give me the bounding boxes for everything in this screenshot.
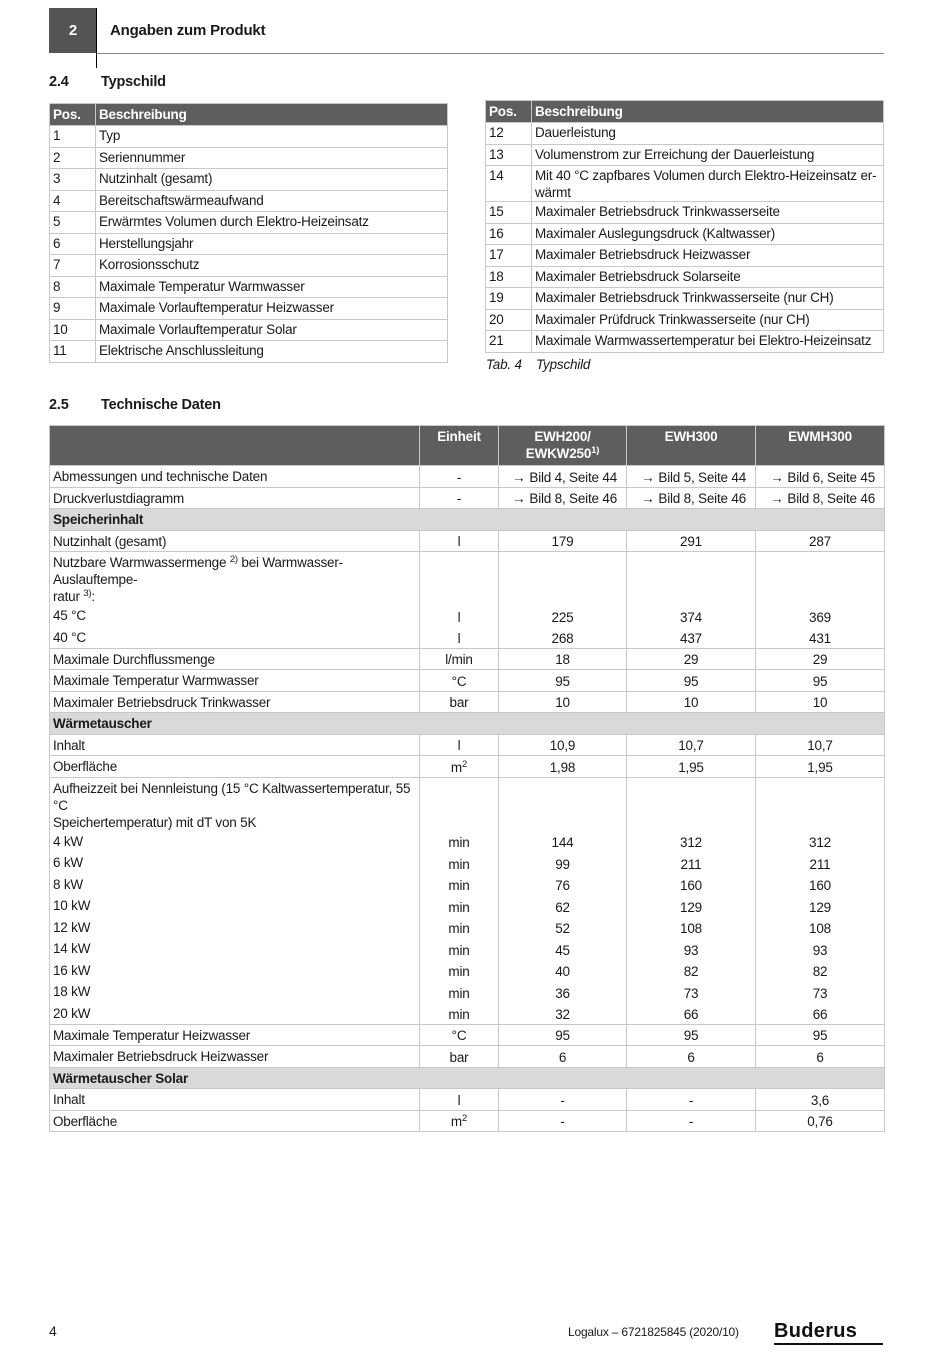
row-label: Nutzinhalt (gesamt): [50, 530, 420, 552]
table-row: [486, 288, 884, 310]
value-model-2: 160: [627, 874, 756, 896]
unit-cell: min: [420, 960, 499, 982]
unit-base: m: [450, 759, 462, 775]
value-model-2: -: [627, 1110, 756, 1132]
value-model-3: 431: [756, 627, 885, 649]
value-model-3: 95: [756, 1024, 885, 1046]
chapter-title: Angaben zum Produkt: [110, 22, 266, 39]
table-row: [50, 981, 885, 1003]
table-row: [486, 144, 884, 166]
value-model-1: 95: [499, 670, 627, 692]
value-model-3: 129: [756, 895, 885, 917]
value-model-2: 29: [627, 648, 756, 670]
section-heading-techdata: [49, 397, 221, 413]
pos-cell: 13: [486, 144, 532, 166]
table-row: [50, 530, 885, 552]
value-model-1: 95: [499, 1024, 627, 1046]
pos-cell: 21: [486, 331, 532, 353]
value-model-3: 211: [756, 852, 885, 874]
value-model-1: 40: [499, 960, 627, 982]
pos-cell: 16: [486, 223, 532, 245]
unit-cell: l/min: [420, 648, 499, 670]
reference-text: Bild 8, Seite 46: [529, 491, 617, 506]
unit-exponent: 2: [461, 758, 468, 770]
arrow-right-icon: →: [641, 491, 655, 506]
row-label: 20 kW: [50, 1003, 420, 1025]
table-row: [50, 605, 885, 627]
header-divider: [96, 8, 97, 68]
value-model-3: 0,76: [756, 1110, 885, 1132]
row-label: Maximale Durchflussmenge: [50, 648, 420, 670]
row-label: [50, 777, 420, 831]
empty-cell: [627, 552, 756, 606]
reference-text: Bild 8, Seite 46: [787, 491, 875, 506]
pos-cell: 10: [50, 319, 96, 341]
pos-cell: 4: [50, 190, 96, 212]
value-model-3: 93: [756, 938, 885, 960]
row-label: Maximale Temperatur Heizwasser: [50, 1024, 420, 1046]
table-row: [50, 777, 885, 831]
row-label: Maximaler Betriebsdruck Heizwasser: [50, 1046, 420, 1068]
table-row: [50, 147, 448, 169]
value-model-1: 62: [499, 895, 627, 917]
arrow-right-icon: →: [512, 491, 526, 506]
desc-cell: [96, 319, 448, 341]
desc-cell: [96, 233, 448, 255]
value-model-3: 10: [756, 691, 885, 713]
desc-cell: [532, 166, 884, 202]
value-model-1: 52: [499, 917, 627, 939]
unit-cell: l: [420, 734, 499, 756]
row-label: 4 kW: [50, 831, 420, 853]
unit-cell: -: [420, 487, 499, 509]
unit-cell: l: [420, 1089, 499, 1111]
value-model-2: [627, 466, 756, 488]
table-row: [50, 852, 885, 874]
value-model-2: 93: [627, 938, 756, 960]
value-model-2: 10: [627, 691, 756, 713]
unit-cell: bar: [420, 1046, 499, 1068]
value-model-1: 1,98: [499, 756, 627, 778]
value-model-2: 129: [627, 895, 756, 917]
desc-cell: [532, 266, 884, 288]
table-row: [50, 627, 885, 649]
desc-text: Mit 40 °C zapfbares Volumen durch Elektro-Heizeinsatz er-: [535, 168, 877, 183]
pos-cell: 8: [50, 276, 96, 298]
group-label: Wärmetauscher Solar: [50, 1067, 885, 1089]
table-row: [50, 874, 885, 896]
reference-text: Bild 6, Seite 45: [787, 469, 875, 485]
desc-text: Erwärmtes Volumen durch Elektro-Heizeinsatz: [99, 214, 369, 229]
typschild-table-left: [49, 103, 448, 363]
value-model-1: 45: [499, 938, 627, 960]
col-header-desc: Beschreibung: [532, 101, 884, 123]
unit-cell: min: [420, 1003, 499, 1025]
table-row: [50, 466, 885, 488]
value-model-2: 312: [627, 831, 756, 853]
group-label: Speicherinhalt: [50, 509, 885, 531]
value-model-1: 225: [499, 605, 627, 627]
empty-cell: [756, 552, 885, 606]
unit-cell: °C: [420, 670, 499, 692]
table-row: [50, 670, 885, 692]
value-model-1: 32: [499, 1003, 627, 1025]
table-row: [50, 648, 885, 670]
desc-text: Maximaler Auslegungsdruck (Kaltwasser): [535, 225, 775, 241]
col-header-model-3: EWMH300: [756, 426, 885, 466]
table-row: [50, 169, 448, 191]
section-heading-typschild: [49, 74, 166, 90]
table-row: [50, 233, 448, 255]
col-header-pos: Pos.: [486, 101, 532, 123]
pos-cell: 19: [486, 288, 532, 310]
col-header-label: [50, 426, 420, 466]
value-model-1: -: [499, 1110, 627, 1132]
value-model-3: 95: [756, 670, 885, 692]
unit-cell: min: [420, 917, 499, 939]
reference-text: Bild 4, Seite 44: [529, 469, 617, 485]
table-row: [50, 255, 448, 277]
table-row: [486, 123, 884, 145]
caption-number: Tab. 4: [486, 357, 522, 372]
unit-base: m: [450, 1114, 462, 1129]
table-row: [50, 341, 448, 363]
unit-cell: min: [420, 895, 499, 917]
value-model-2: 108: [627, 917, 756, 939]
desc-cell: [96, 212, 448, 234]
table-row: [50, 276, 448, 298]
reference-text: Bild 5, Seite 44: [658, 469, 746, 485]
col-header-model-1: EWH200/ EWKW250$^{1)}$: [499, 426, 627, 466]
section-title: Typschild: [101, 74, 166, 90]
desc-text: Bereitschaftswärmeaufwand: [99, 192, 264, 208]
desc-cell: [532, 245, 884, 267]
desc-cell: [96, 341, 448, 363]
row-label: 12 kW: [50, 917, 420, 939]
desc-text: Maximaler Betriebsdruck Heizwasser: [535, 247, 751, 262]
pos-cell: 6: [50, 233, 96, 255]
desc-cell: [96, 276, 448, 298]
value-model-3: 6: [756, 1046, 885, 1068]
group-row-waermetauscher: [50, 713, 885, 735]
desc-cell: [532, 123, 884, 145]
row-label: Druckverlustdiagramm: [50, 487, 420, 509]
value-model-3: [756, 466, 885, 488]
desc-cell: [532, 144, 884, 166]
table-row: [50, 831, 885, 853]
row-label: 8 kW: [50, 874, 420, 896]
table-row: [50, 552, 885, 606]
value-model-1: 99: [499, 852, 627, 874]
desc-text: Maximaler Betriebsdruck Solarseite: [535, 268, 741, 284]
value-model-3: 312: [756, 831, 885, 853]
group-label: Wärmetauscher: [50, 713, 885, 735]
desc-cell: [532, 309, 884, 331]
pos-cell: 12: [486, 123, 532, 145]
value-model-2: 66: [627, 1003, 756, 1025]
unit-cell: l: [420, 530, 499, 552]
desc-text: Herstellungsjahr: [99, 235, 194, 251]
value-model-3: [756, 487, 885, 509]
col-header-pos: Pos.: [50, 104, 96, 126]
empty-cell: [756, 777, 885, 831]
pos-cell: 2: [50, 147, 96, 169]
pos-cell: 11: [50, 341, 96, 363]
typschild-table-right: [485, 100, 884, 353]
table-row: [50, 895, 885, 917]
page-number: 4: [49, 1323, 57, 1339]
desc-cell: [532, 223, 884, 245]
row-label: Oberfläche: [50, 756, 420, 778]
desc-text: Maximale Warmwassertemperatur bei Elektro-Heizeinsatz: [535, 333, 872, 348]
row-label: 10 kW: [50, 895, 420, 917]
value-model-1: 179: [499, 530, 627, 552]
desc-text: Typ: [99, 128, 121, 143]
desc-cell: [96, 298, 448, 320]
pos-cell: 5: [50, 212, 96, 234]
row-label: Inhalt: [50, 734, 420, 756]
row-label: 6 kW: [50, 852, 420, 874]
pos-cell: 14: [486, 166, 532, 202]
value-model-2: 95: [627, 670, 756, 692]
value-model-3: 73: [756, 981, 885, 1003]
row-label: 40 °C: [50, 627, 420, 649]
value-model-2: 10,7: [627, 734, 756, 756]
value-model-2: 437: [627, 627, 756, 649]
value-model-2: 374: [627, 605, 756, 627]
pos-cell: 20: [486, 309, 532, 331]
table-row: [50, 487, 885, 509]
table-row: [50, 298, 448, 320]
value-model-3: 160: [756, 874, 885, 896]
header-rule: [97, 53, 884, 54]
unit-cell: [420, 1110, 499, 1132]
table-row: [50, 756, 885, 778]
desc-text: Nutzinhalt (gesamt): [99, 171, 213, 186]
empty-cell: [499, 777, 627, 831]
reference-text: Bild 8, Seite 46: [658, 491, 746, 506]
desc-text: Seriennummer: [99, 149, 186, 165]
value-model-2: 291: [627, 530, 756, 552]
arrow-right-icon: →: [512, 469, 526, 485]
table-row: [50, 917, 885, 939]
row-label: 16 kW: [50, 960, 420, 982]
unit-cell: bar: [420, 691, 499, 713]
row-label: 14 kW: [50, 938, 420, 960]
desc-text: Dauerleistung: [535, 125, 616, 140]
empty-cell: [627, 777, 756, 831]
desc-cell: [532, 331, 884, 353]
desc-text: Maximaler Prüfdruck Trinkwasserseite (nur CH): [535, 311, 810, 327]
desc-cell: [96, 169, 448, 191]
table-caption: [486, 357, 590, 372]
desc-text-continued: wärmt: [535, 185, 571, 200]
desc-cell: [96, 126, 448, 148]
row-label: Maximale Temperatur Warmwasser: [50, 670, 420, 692]
footnote-ref: 3): [83, 588, 92, 599]
value-model-3: 1,95: [756, 756, 885, 778]
value-model-2: [627, 487, 756, 509]
table-row: [50, 319, 448, 341]
label-part: Speichertemperatur) mit dT von 5K: [53, 814, 257, 830]
pos-cell: 7: [50, 255, 96, 277]
value-model-2: 95: [627, 1024, 756, 1046]
label-part: Nutzbare Warmwassermenge: [53, 555, 230, 570]
value-model-1: 10: [499, 691, 627, 713]
section-title: Technische Daten: [101, 397, 221, 413]
chapter-number: 2: [49, 8, 97, 53]
row-label: 45 °C: [50, 605, 420, 627]
table-row: [486, 331, 884, 353]
arrow-right-icon: →: [770, 469, 784, 485]
unit-cell: min: [420, 831, 499, 853]
value-model-1: 76: [499, 874, 627, 896]
value-model-3: 287: [756, 530, 885, 552]
table-row: [50, 212, 448, 234]
value-model-1: 144: [499, 831, 627, 853]
value-model-1: -: [499, 1089, 627, 1111]
value-model-3: 29: [756, 648, 885, 670]
value-model-3: 108: [756, 917, 885, 939]
row-label: Oberfläche: [50, 1110, 420, 1132]
pos-cell: 18: [486, 266, 532, 288]
table-row: [50, 126, 448, 148]
pos-cell: 3: [50, 169, 96, 191]
brand-underline: [774, 1343, 883, 1345]
desc-cell: [96, 255, 448, 277]
value-model-1: [499, 466, 627, 488]
caption-text: Typschild: [536, 357, 591, 372]
unit-cell: min: [420, 874, 499, 896]
row-label: Abmessungen und technische Daten: [50, 466, 420, 488]
desc-cell: [532, 288, 884, 310]
table-row: [486, 266, 884, 288]
value-model-3: 369: [756, 605, 885, 627]
value-model-2: 73: [627, 981, 756, 1003]
col-header-desc: Beschreibung: [96, 104, 448, 126]
value-model-2: 211: [627, 852, 756, 874]
footnote-ref: 2): [229, 554, 238, 565]
desc-text: Volumenstrom zur Erreichung der Dauerleistung: [535, 146, 815, 162]
label-part: ratur: [53, 589, 84, 604]
desc-text: Maximaler Betriebsdruck Trinkwasserseite (nur CH): [535, 290, 834, 305]
unit-cell: min: [420, 938, 499, 960]
value-model-3: 66: [756, 1003, 885, 1025]
value-model-1: 10,9: [499, 734, 627, 756]
technical-data-table: [49, 425, 885, 1132]
group-row-waermetauscher-solar: [50, 1067, 885, 1089]
pos-cell: 1: [50, 126, 96, 148]
unit-exponent: 2: [461, 1113, 468, 1124]
value-model-2: 82: [627, 960, 756, 982]
table-row: [486, 223, 884, 245]
value-model-1: [499, 487, 627, 509]
table-row: [486, 202, 884, 224]
desc-text: Elektrische Anschlussleitung: [99, 343, 264, 358]
row-label: Inhalt: [50, 1089, 420, 1111]
value-model-3: 10,7: [756, 734, 885, 756]
desc-text: Maximale Vorlauftemperatur Solar: [99, 321, 297, 337]
unit-cell: min: [420, 852, 499, 874]
table-row: [50, 1046, 885, 1068]
brand-logo: Buderus: [774, 1320, 858, 1342]
table-row: [486, 245, 884, 267]
label-part: :: [91, 589, 95, 604]
table-row: [50, 1024, 885, 1046]
value-model-1: 268: [499, 627, 627, 649]
desc-text: Maximale Temperatur Warmwasser: [99, 278, 305, 294]
pos-cell: 9: [50, 298, 96, 320]
desc-text: Maximale Vorlauftemperatur Heizwasser: [99, 300, 334, 315]
table-row: [486, 166, 884, 202]
table-row: [486, 309, 884, 331]
arrow-right-icon: →: [641, 469, 655, 485]
document-reference: Logalux – 6721825845 (2020/10): [568, 1325, 739, 1339]
pos-cell: 15: [486, 202, 532, 224]
table-row: [50, 938, 885, 960]
row-label: 18 kW: [50, 981, 420, 1003]
desc-cell: [532, 202, 884, 224]
table-row: [50, 1089, 885, 1111]
desc-text: Maximaler Betriebsdruck Trinkwasserseite: [535, 204, 780, 219]
unit-cell: l: [420, 627, 499, 649]
pos-cell: 17: [486, 245, 532, 267]
value-model-3: 82: [756, 960, 885, 982]
arrow-right-icon: →: [770, 491, 784, 506]
unit-cell: °C: [420, 1024, 499, 1046]
empty-cell: [420, 552, 499, 606]
col-header-model-2: EWH300: [627, 426, 756, 466]
table-row: [50, 190, 448, 212]
empty-cell: [420, 777, 499, 831]
section-number: 2.4: [49, 74, 69, 90]
desc-cell: [96, 190, 448, 212]
value-model-2: -: [627, 1089, 756, 1111]
label-part: bei Warmwasser-Auslauftempe-: [53, 555, 343, 587]
value-model-3: 3,6: [756, 1089, 885, 1111]
unit-cell: l: [420, 605, 499, 627]
section-number: 2.5: [49, 397, 69, 413]
value-model-1: 36: [499, 981, 627, 1003]
table-row: [50, 734, 885, 756]
table-row: [50, 1110, 885, 1132]
value-model-1: 18: [499, 648, 627, 670]
row-label: [50, 552, 420, 606]
row-label: Maximaler Betriebsdruck Trinkwasser: [50, 691, 420, 713]
table-row: [50, 1003, 885, 1025]
unit-cell: -: [420, 466, 499, 488]
unit-cell: [420, 756, 499, 778]
value-model-2: 1,95: [627, 756, 756, 778]
empty-cell: [499, 552, 627, 606]
label-part: Aufheizzeit bei Nennleistung (15 °C Kaltwassertemperatur, 55 °C: [53, 780, 411, 813]
table-row: [50, 960, 885, 982]
table-row: [50, 691, 885, 713]
unit-cell: min: [420, 981, 499, 1003]
value-model-2: 6: [627, 1046, 756, 1068]
group-row-speicherinhalt: [50, 509, 885, 531]
desc-cell: [96, 147, 448, 169]
desc-text: Korrosionsschutz: [99, 257, 200, 272]
value-model-1: 6: [499, 1046, 627, 1068]
col-header-unit: Einheit: [420, 426, 499, 466]
